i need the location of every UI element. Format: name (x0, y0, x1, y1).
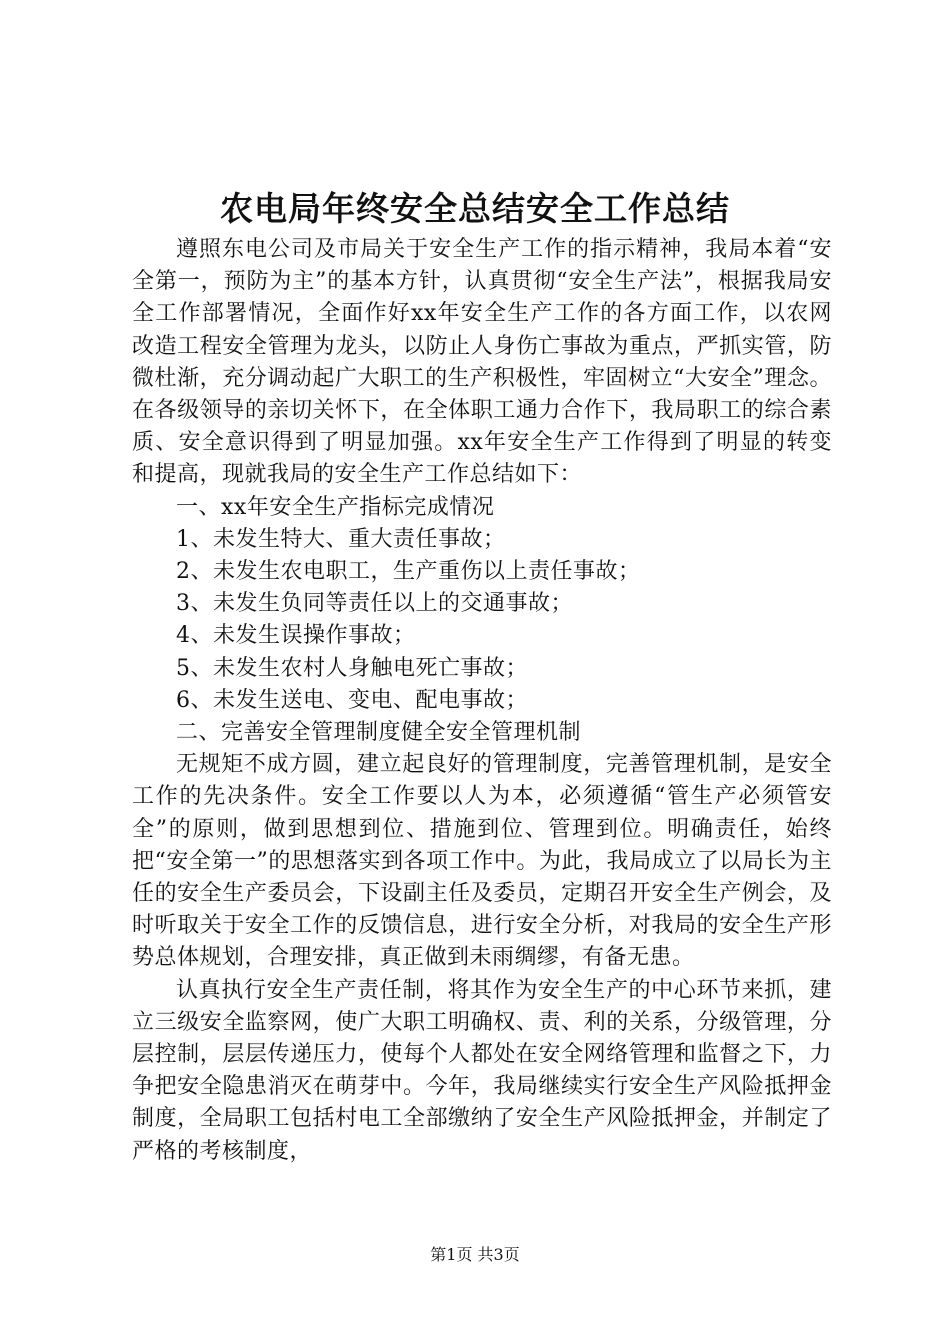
page-number-footer: 第1页 共3页 (430, 1245, 520, 1264)
list-item: 5、未发生农村人身触电死亡事故； (176, 655, 528, 681)
list-item: 6、未发生送电、变电、配电事故； (176, 687, 528, 713)
list-item: 2、未发生农电职工，生产重伤以上责任事故； (176, 559, 641, 585)
list-item: 3、未发生负同等责任以上的交通事故； (176, 591, 573, 617)
section-heading-1: 一、xx年安全生产指标完成情况 (176, 494, 495, 520)
paragraph-responsibility: 认真执行安全生产责任制，将其作为安全生产的中心环节来抓，建立三级安全监察网，使广大职工明确权、责、利的关系，分级管理，分层控制，层层传递压力，使每个人都处在安全网络管理和监督之下，力争把安全隐患消灭在萌芽中。今年，我局继续实行安全生产风险抵押金制度，全局职工包括村电工全部缴纳了安全生产风险抵押金，并制定了严格的考核制度， (132, 977, 832, 1164)
document-body (132, 234, 832, 1168)
paragraph-management: 无规矩不成方圆，建立起良好的管理制度，完善管理机制，是安全工作的先决条件。安全工作要以人为本，必须遵循“管生产必须管安全”的原则，做到思想到位、措施到位、管理到位。明确责任，始终把“安全第一”的思想落实到各项工作中。为此，我局成立了以局长为主任的安全生产委员会，下设副主任及委员，定期召开安全生产例会，及时听取关于安全工作的反馈信息，进行安全分析，对我局的安全生产形势总体规划，合理安排，真正做到未雨绸缪，有备无患。 (132, 752, 832, 971)
section-heading-2: 二、完善安全管理制度健全安全管理机制 (176, 720, 582, 746)
paragraph-intro: 遵照东电公司及市局关于安全生产工作的指示精神，我局本着“安全第一，预防为主”的基本方针，认真贯彻“安全生产法”，根据我局安全工作部署情况，全面作好xx年安全生产工作的各方面工作，以农网改造工程安全管理为龙头，以防止人身伤亡事故为重点，严抓实管，防微杜渐，充分调动起广大职工的生产积极性，牢固树立“大安全”理念。在各级领导的亲切关怀下，在全体职工通力合作下，我局职工的综合素质、安全意识得到了明显加强。xx年安全生产工作得到了明显的转变和提高，现就我局的安全生产工作总结如下： (132, 237, 832, 488)
list-item: 1、未发生特大、重大责任事故； (176, 526, 506, 552)
list-item: 4、未发生误操作事故； (176, 623, 416, 649)
document-title: 农电局年终安全总结安全工作总结 (220, 189, 730, 228)
